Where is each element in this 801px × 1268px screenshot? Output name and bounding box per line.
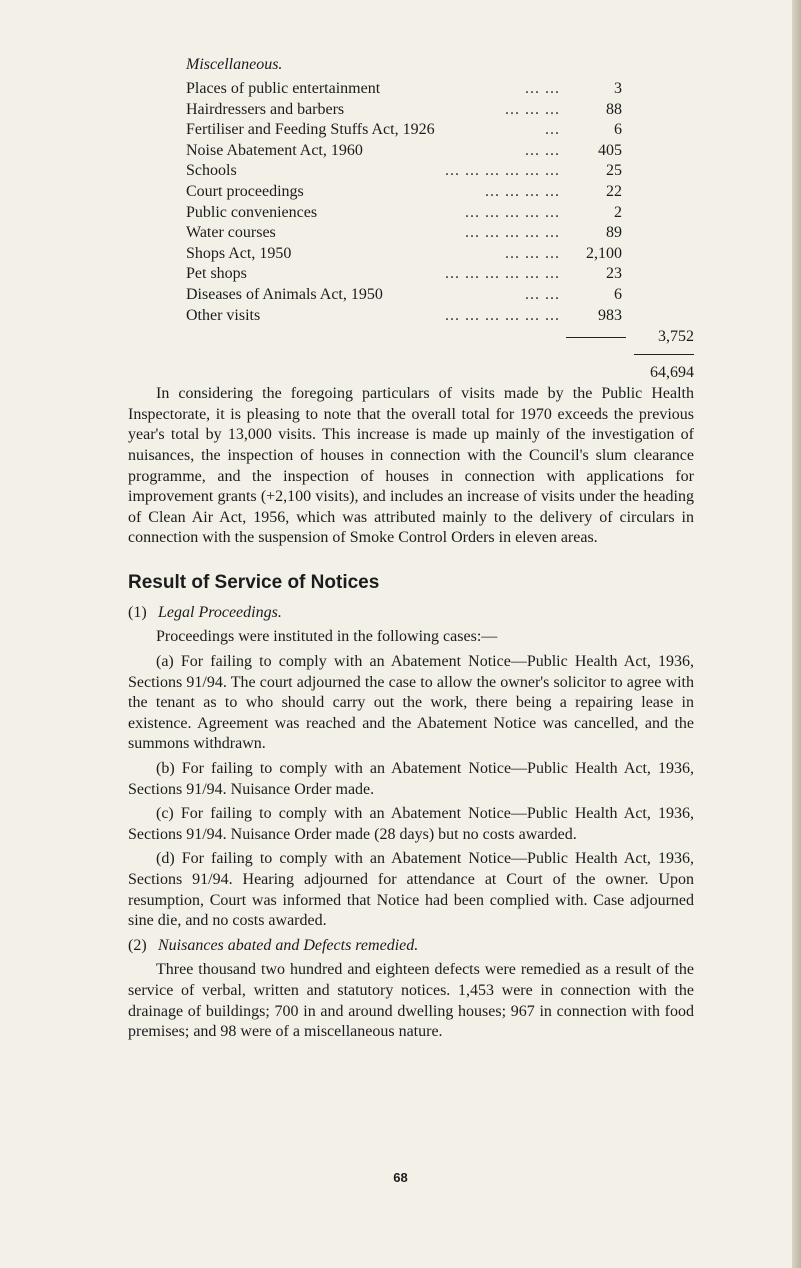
total-rule-line xyxy=(634,354,694,355)
item-label: Noise Abatement Act, 1960 xyxy=(186,141,363,159)
item-value: 25 xyxy=(606,162,622,180)
leader-dots: ... xyxy=(545,121,560,139)
item-value: 23 xyxy=(606,265,622,283)
subtotal-value: 3,752 xyxy=(658,328,694,346)
leader-dots: ... ... ... ... ... xyxy=(465,224,560,242)
page-number: 68 xyxy=(393,1170,408,1185)
section-heading: Result of Service of Notices xyxy=(128,571,380,593)
item-value: 3 xyxy=(614,80,622,97)
item-label: Court proceedings xyxy=(186,182,304,200)
miscellaneous-list xyxy=(186,79,622,326)
list-item xyxy=(186,244,622,265)
legal-intro: Proceedings were instituted in the following cases:— xyxy=(156,628,498,646)
page-content xyxy=(128,54,694,1043)
item-value: 6 xyxy=(614,121,622,139)
case-a: (a) For failing to comply with an Abatement Notice—Public Health Act, 1936, Sections 91/94. The court adjourned the case to allow the owner's solicitor to agree with the tenant as to who should carry out the work, there being a repairing lease in existence. Agreement was reached and the Abatement Notice was cancelled, and the summons withdrawn. xyxy=(128,653,694,753)
nuisances-heading xyxy=(128,936,694,957)
list-item xyxy=(186,161,622,182)
leader-dots: ... ... ... xyxy=(505,244,560,262)
item-label: Places of public entertainment xyxy=(186,80,381,97)
item-label: Diseases of Animals Act, 1950 xyxy=(186,285,383,303)
list-item xyxy=(186,100,622,121)
leader-dots: ... ... ... ... ... ... xyxy=(445,265,560,283)
item-label: Shops Act, 1950 xyxy=(186,244,292,262)
list-item xyxy=(186,182,622,203)
item-label: Fertiliser and Feeding Stuffs Act, 1926 xyxy=(186,121,435,139)
leader-dots: ... ... ... ... xyxy=(485,182,560,200)
subtotal-rule xyxy=(566,337,626,338)
item-value: 2,100 xyxy=(586,244,622,262)
subsection-title: Legal Proceedings. xyxy=(158,603,282,621)
leader-dots: ... ... ... xyxy=(505,100,560,118)
page-edge xyxy=(792,0,801,1268)
item-value: 22 xyxy=(606,182,622,200)
leader-dots: ... ... ... ... ... ... xyxy=(445,306,560,324)
subsection-title: Nuisances abated and Defects remedied. xyxy=(158,936,419,954)
item-label: Hairdressers and barbers xyxy=(186,100,345,118)
subsection-number: (2) xyxy=(128,936,147,954)
intro-paragraph: In considering the foregoing particulars of visits made by the Public Health Inspectorate, it is pleasing to note that the overall total for 1970 exceeds the previous year's total by 13,000 visits. This increase is made up mainly of the investigation of nuisances, the inspection of houses in connection with the Council's slum clearance programme, and the inspection of houses in connection with applications for improvement grants (+2,100 visits), and includes an increase of visits under the heading of Clean Air Act, 1956, which was attributed mainly to the delivery of circulars in connection with the suspension of Smoke Control Orders in eleven areas. xyxy=(128,385,694,547)
item-value: 88 xyxy=(606,100,622,118)
case-c: (c) For failing to comply with an Abatement Notice—Public Health Act, 1936, Sections 91/94. Nuisance Order made (28 days) but no costs awarded. xyxy=(128,805,694,843)
leader-dots: ... ... xyxy=(525,141,560,159)
legal-proceedings-heading xyxy=(128,603,694,624)
miscellaneous-heading: Miscellaneous. xyxy=(186,56,283,73)
list-item xyxy=(186,223,622,244)
item-label: Other visits xyxy=(186,306,261,324)
item-value: 2 xyxy=(614,203,622,221)
leader-dots: ... ... xyxy=(525,80,560,97)
nuisances-paragraph: Three thousand two hundred and eighteen defects were remedied as a result of the service of verbal, written and statutory notices. 1,453 were in connection with the drainage of buildings; 700 in and around dwelling houses; 967 in connection with food premises; and 98 were of a miscellaneous nature. xyxy=(128,961,694,1041)
item-label: Pet shops xyxy=(186,265,247,283)
list-item xyxy=(186,79,622,100)
item-value: 6 xyxy=(614,285,622,303)
list-item xyxy=(186,264,622,285)
item-label: Schools xyxy=(186,162,237,180)
item-value: 89 xyxy=(606,224,622,242)
item-value: 405 xyxy=(598,141,622,159)
subsection-number: (1) xyxy=(128,603,147,621)
list-item xyxy=(186,120,622,141)
leader-dots: ... ... ... ... ... ... xyxy=(445,162,560,180)
leader-dots: ... ... ... ... ... xyxy=(465,203,560,221)
list-item xyxy=(186,203,622,224)
total-rule xyxy=(128,348,694,362)
case-d: (d) For failing to comply with an Abatement Notice—Public Health Act, 1936, Sections 91/94. Hearing adjourned for attendance at Court of the owner. Upon resumption, Court was informed that Notice had been complied with. Case adjourned sine die, and no costs awarded. xyxy=(128,850,694,930)
item-label: Public conveniences xyxy=(186,203,318,221)
subtotal-line xyxy=(128,326,694,348)
list-item xyxy=(186,306,622,327)
list-item xyxy=(186,285,622,306)
item-value: 983 xyxy=(598,306,622,324)
item-label: Water courses xyxy=(186,224,276,242)
list-item xyxy=(186,141,622,162)
leader-dots: ... ... xyxy=(525,285,560,303)
grand-total: 64,694 xyxy=(650,364,694,382)
case-b: (b) For failing to comply with an Abatement Notice—Public Health Act, 1936, Sections 91/94. Nuisance Order made. xyxy=(128,760,694,798)
